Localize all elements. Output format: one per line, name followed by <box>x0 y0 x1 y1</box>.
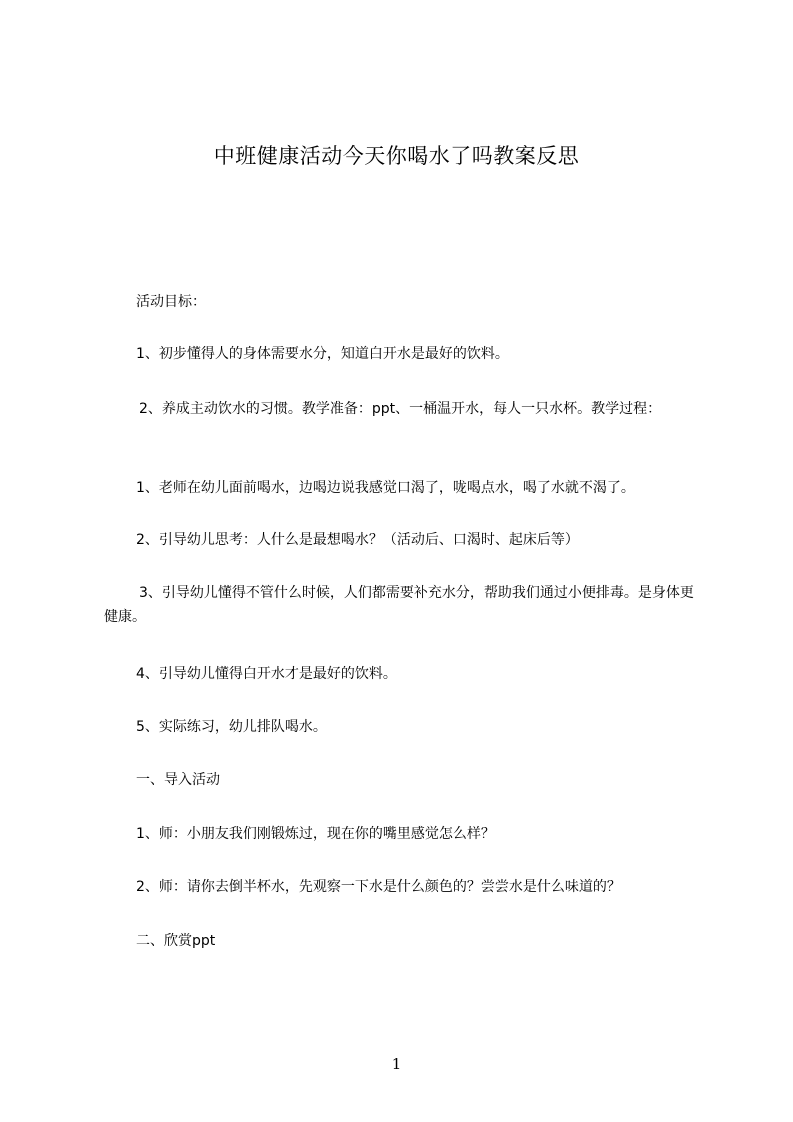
paragraph-process-2: 2、引导幼儿思考：人什么是最想喝水？（活动后、口渴时、起床后等） <box>136 532 579 548</box>
paragraph-process-5: 5、实际练习，幼儿排队喝水。 <box>136 719 327 735</box>
document-title: 中班健康活动今天你喝水了吗教案反思 <box>213 144 580 168</box>
page-number: 1 <box>391 1055 402 1073</box>
paragraph-intro-2: 2、师：请你去倒半杯水，先观察一下水是什么颜色的？尝尝水是什么味道的？ <box>136 879 621 895</box>
paragraph-goal-2-preparation: 2、养成主动饮水的习惯。教学准备：ppt、一桶温开水，每人一只水杯。教学过程： <box>139 401 662 417</box>
paragraph-activity-goals-heading: 活动目标： <box>136 294 206 310</box>
section-heading-ppt: 二、欣赏ppt <box>136 933 216 949</box>
paragraph-process-1: 1、老师在幼儿面前喝水，边喝边说我感觉口渴了，咙喝点水，喝了水就不渴了。 <box>136 480 635 496</box>
paragraph-process-3: 3、引导幼儿懂得不管什么时候，人们都需要补充水分，帮助我们通过小便排毒。是身体更健康。 <box>104 585 694 625</box>
paragraph-intro-1: 1、师：小朋友我们刚锻炼过，现在你的嘴里感觉怎么样？ <box>136 826 495 842</box>
section-heading-intro: 一、导入活动 <box>136 772 220 788</box>
paragraph-goal-1: 1、初步懂得人的身体需要水分，知道白开水是最好的饮料。 <box>136 346 509 362</box>
paragraph-process-4: 4、引导幼儿懂得白开水才是最好的饮料。 <box>136 666 397 682</box>
